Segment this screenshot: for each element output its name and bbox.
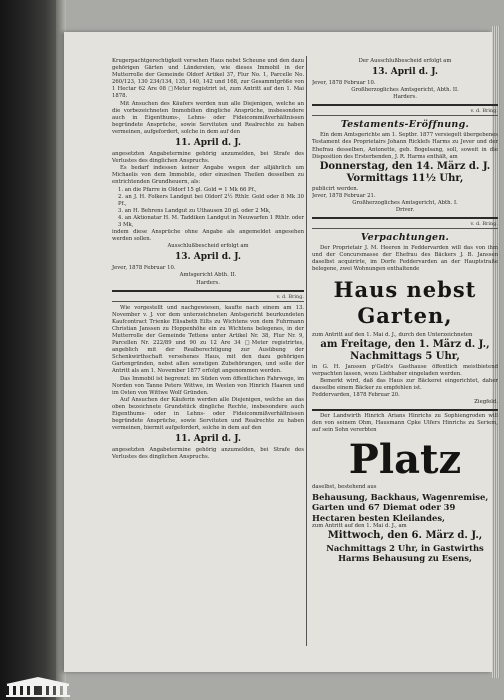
ad-text: in G. H. Janssen p'Gelb's Gasthause öffentlich meistbietend verpachten lassen, wozu Liebhaber eingeladen werden. — [312, 363, 498, 377]
separator — [312, 115, 498, 116]
right-column — [312, 58, 498, 564]
hearing-date: 11. April d. J. — [174, 138, 242, 149]
hearing-date: 11. April d. J. — [174, 434, 242, 445]
ad-text: Ausschlußbescheid erfolgt am — [167, 243, 249, 250]
signature-name: Driver. — [395, 207, 415, 214]
editor-mark: v. d. Bring. — [276, 293, 304, 300]
ad-text: angesetzten Angabetermine gehörig anzumelden, bei Strafe des Verlustes des dinglichen Anspruchs. — [112, 447, 304, 461]
decision-date: 13. April d. J. — [371, 67, 439, 78]
separator — [112, 290, 304, 292]
ad-text: publicirt werden. — [312, 185, 359, 192]
auction-time: Nachmittags 2 Uhr, in Gastwirths Harms Behausung zu Esens, — [326, 542, 484, 564]
opening-time: Vormittags 11½ Uhr, — [346, 173, 464, 185]
signature-place-date: Jever, 1878 Februar 10. — [112, 265, 176, 272]
opening-date: Donnerstag, den 14. März d. J. — [319, 160, 491, 172]
signature-name: Harders. — [393, 94, 417, 101]
section-heading: Testaments-Eröffnung. — [340, 119, 470, 131]
ad-text: Bemerkt wird, daß das Haus zur Bäckerei eingerichtet, daher dasselbe einem Bäcker zu empfehlen ist. — [312, 377, 498, 391]
ad-text: Auf Ansuchen der Käuferin werden alle Diejenigen, welche an das oben bezeichnete Grundstück dingliche Rechte, insbesondere auch Eigenthums- oder in Lehns- oder Fideicommißverhältnissen begründete Ansprüche, sowie Servituten und Realrechte zu haben vermeinen, hiermit aufgefordert, solche in dem auf den — [112, 396, 304, 432]
ad-text: indem diese Ansprüche ohne Angabe als angemeldet angesehen werden sollen. — [112, 229, 304, 243]
decision-date: 13. April d. J. — [174, 252, 242, 263]
property-description: Behausung, Backhaus, Wagenremise, Garten und 67 Diemat oder 39 Hectaren besten Kleilandes, — [312, 491, 489, 523]
signature-place-date: Jever, 1878 Februar 10. — [312, 80, 376, 87]
ad-text: Der Proprietair J. M. Heeren in Feddervarden will das von ihm und der Concursmasse der Ehefrau des Bäckers J. B. Janssen daselbst acquirirte, im Dorfe Feddervarden an der Hauptstraße belegene, zwei Wohnungen enthaltende — [312, 245, 498, 273]
ad-text: Der Landwirth Hinrich Arians Hinrichs zu Sophiengroden will den von seinem Ohm, Hausmann Cpke Ulfers Hinrichs zu Seriem, auf sein Sohn vererbten — [312, 413, 498, 434]
signature-court: Amtsgericht Abth. II. — [179, 272, 237, 279]
ad-text: Mit Ansuchen des Käufers werden nun alle Diejenigen, welche an die vorbezeichneten Immobilien dingliche Ansprüche, insbesondere auch in Eigenthums-, Lehns- oder Fideicommißverhältnissen begründete Ansprüche, sowie Servituten und Realrechte zu haben vermeinen, aufgefordert, solche in dem auf den — [112, 100, 304, 135]
separator — [312, 217, 498, 219]
auction-date: Mittwoch, den 6. März d. J., — [327, 530, 483, 542]
ad-text: angesetzten Angabetermine gehörig anzumelden, bei Strafe des Verlustes des dinglichen Anspruchs. — [112, 151, 304, 165]
signature-place-date: Feddervarden, 1878 Februar 20. — [312, 391, 400, 398]
auction-time: Nachmittags 5 Uhr, — [350, 351, 460, 363]
section-heading: Verpachtungen. — [360, 232, 450, 244]
column-rule — [306, 56, 307, 646]
ad-text: Das Immobil ist begrenzt: im Süden vom öffentlichen Fahrwege, im Norden von Tanne Peters Wittwe, im Westen von Hinrich Haaren und im Osten von Wittwe Wolf Gründen. — [112, 375, 304, 396]
separator — [312, 228, 498, 229]
list-item: 2. an J. H. Folkers Landgut bei Oldorf 2½ Rthlr. Gold oder 8 Mk 30 Pf., — [118, 193, 304, 207]
signature-name: Ziegfeld. — [474, 399, 498, 406]
ad-text: zum Antritt auf den 1. Mai d. J., durch den Unterzeichneten — [312, 331, 473, 338]
signature-name: Harders. — [196, 279, 220, 286]
library-building-logo — [4, 676, 72, 698]
ad-text: Ein dem Amtsgerichte am 1. Septbr. 1877 versiegelt übergebenes Testament des Proprietairs Johann Ricklefs Harms zu Jever und der Ehefrau desselben, Antonette, geb. Bogelsang, soll, soweit in die Disposition des Ersterbenden, J. R. Harms enthält, am — [312, 132, 498, 160]
ad-text: Der Ausschlußbescheid erfolgt am — [358, 58, 452, 64]
left-column — [112, 58, 304, 462]
list-item: 1. an die Pfarre in Oldorf 15 gl. Gold = 1 Mk 66 Pf., — [118, 186, 257, 193]
list-item: 3. an H. Behrens Landgut zu Uthausen 20 gl. oder 2 Mk, — [118, 207, 271, 214]
editor-mark: v. d. Bring. — [470, 108, 498, 115]
list-item: 4. an Aktionatar H. M. Taddiken Landgut in Neuwarfen 1 Rthlr. oder 3 Mk, — [118, 214, 304, 228]
separator — [312, 104, 498, 106]
signature-court: Großherzogliches Amtsgericht, Abth. II. — [351, 87, 459, 94]
separator — [312, 409, 498, 411]
ground-rent-list — [112, 187, 304, 230]
display-headline: Haus nebst Garten, — [333, 276, 477, 328]
editor-mark: v. d. Bring. — [470, 221, 498, 228]
auction-date: am Freitage, den 1. März d. J., — [320, 338, 490, 350]
separator — [112, 301, 304, 302]
ad-text: Wie vorgestellt und nachgewiesen, kaufte nach einem am 13. November v. J. vor dem unterzeichneten Amtsgericht beurkundeten Kaufcontract Trienke Elisabeth Eilts zu Wichtens von dem Fuhrmann Christian Janssen zu Hoppenhöhe ein zu Wichtens belegenes, in der Mutterrolle der Gemeinde Tettens unter Artikel Nr. 38, Flur Nr. 9, Parcellen Nr. 222/89 und 90 zu 12 Are 34 □Meter registrirtes, angeblich mit der Realberechtigung zur Ausübung der Schenkwirthschaft versehenes Haus, mit den dazu gehörigen Gartengründen, nebst allen sonstigen Zubehörungen, und solle der Antritt als am 1. November 1877 erfolgt angenommen werden. — [112, 304, 304, 375]
ad-text: zum Antritt auf den 1. Mai d. J., am — [312, 523, 407, 530]
signature-court: Großherzogliches Amtsgericht, Abth. I. — [352, 199, 458, 206]
ad-text: Krugerpachtgerechtigkeit versehen Haus nebst Scheune und den dazu gehörigen Gärten und Ländereien, wie dieses Immobil in der Mutterrolle der Gemeinde Oldorf Artikel 37, Flur No. 1, Parcelle No. 260/123, 130 234/134, 135, 140, 142 und 168, zur Gesammtgröße von 1 Hectar 62 Are 08 □Meter registrirt ist, zum Antritt auf den 1. Mai 1878. — [112, 58, 304, 100]
book-binding — [0, 0, 56, 700]
display-headline: Platz — [348, 436, 462, 484]
signature-place-date: Jever, 1878 Februar 21. — [312, 192, 376, 199]
ad-text: Es bedarf indessen keiner Angabe wegen der alljährlich um Michaelis von dem Immobile, oder einzelnen Theilen desselben zu entrichtenden Grundheuern, als: — [112, 165, 304, 186]
ad-text: daselbst, bestehend aus — [312, 484, 377, 491]
